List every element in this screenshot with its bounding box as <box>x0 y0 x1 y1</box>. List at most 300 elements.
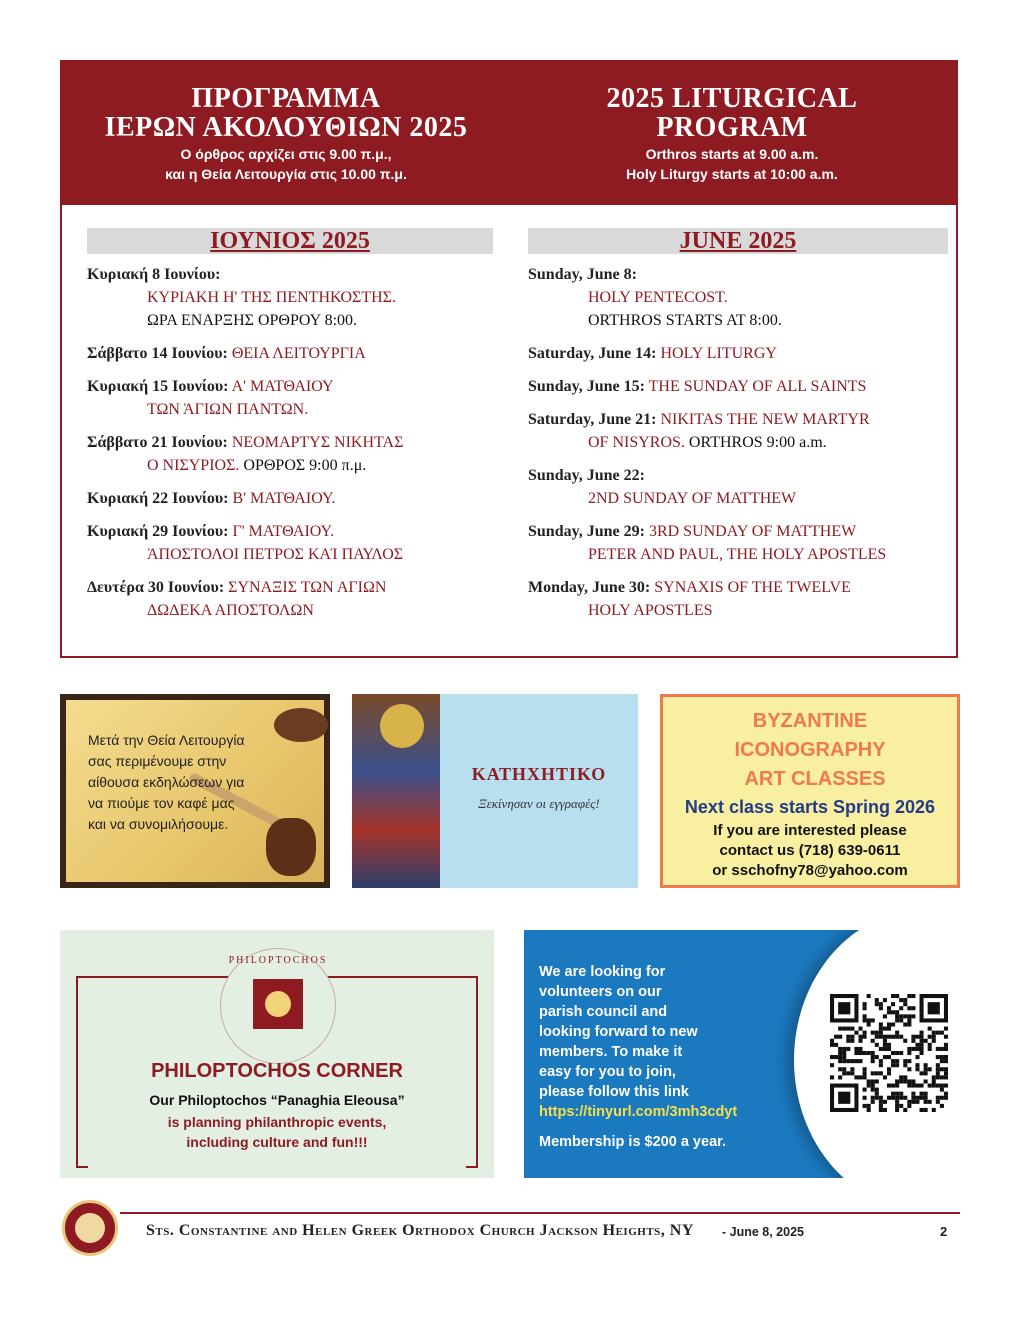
entry-first-line <box>528 520 948 543</box>
greek-title-line-1: ΠΡΟΓΡΑΜΜΑ <box>191 83 381 114</box>
coffee-invitation-text <box>88 730 288 835</box>
qr-module <box>887 1071 891 1075</box>
qr-module <box>903 1063 907 1067</box>
entry-first-line <box>87 431 497 454</box>
entry-service: HOLY PENTECOST. <box>588 289 728 306</box>
entry-date: Sunday, June 8: <box>528 266 637 283</box>
english-schedule <box>528 263 948 632</box>
entry-date: Sunday, June 22: <box>528 467 645 484</box>
qr-module <box>838 1035 842 1039</box>
qr-module <box>891 1084 895 1088</box>
qr-module <box>867 1084 871 1088</box>
qr-module <box>944 1055 948 1059</box>
schedule-entry <box>528 576 948 622</box>
qr-module <box>899 1079 903 1083</box>
qr-module <box>838 1055 842 1059</box>
qr-module <box>911 1014 915 1018</box>
entry-service: SYNAXIS OF THE TWELVE <box>654 579 851 596</box>
qr-module <box>850 1067 854 1071</box>
greek-title-line-2: ΙΕΡΩΝ ΑΚΟΛΟΥΘΙΩΝ 2025 <box>104 112 468 143</box>
schedule-entry <box>528 408 948 454</box>
qr-module <box>891 1059 895 1063</box>
qr-module <box>838 1002 850 1014</box>
qr-module <box>911 1084 915 1088</box>
qr-module <box>858 1051 862 1055</box>
entry-service: PETER AND PAUL, THE HOLY APOSTLES <box>588 546 887 563</box>
english-title-line-1: 2025 LITURGICAL <box>606 83 858 114</box>
iconography-title-line: BYZANTINE <box>752 710 868 732</box>
qr-module <box>899 1051 903 1055</box>
qr-module <box>936 1031 940 1035</box>
entry-service: ΤΩΝ ΆΓΙΩΝ ΠΑΝΤΩΝ. <box>147 401 309 418</box>
qr-module <box>830 1043 834 1047</box>
qr-module <box>891 1063 895 1067</box>
qr-module <box>863 1014 867 1018</box>
schedule-entry <box>528 263 948 332</box>
qr-module <box>911 1096 915 1100</box>
qr-module <box>875 1043 879 1047</box>
qr-module <box>928 1084 932 1088</box>
entry-date: Monday, June 30: <box>528 579 651 596</box>
qr-module <box>911 1006 915 1010</box>
qr-module <box>920 1035 924 1039</box>
entry-second-line <box>87 599 497 622</box>
english-title-line-2: PROGRAM <box>656 112 808 143</box>
signup-link[interactable]: https://tinyurl.com/3mh3cdyt <box>539 1104 738 1120</box>
qr-module <box>834 1035 838 1039</box>
qr-module <box>936 1071 940 1075</box>
qr-module <box>846 1059 850 1063</box>
schedule-entry <box>528 520 948 566</box>
qr-module <box>875 1079 879 1083</box>
catechism-box <box>352 694 638 888</box>
qr-module <box>879 1063 883 1067</box>
qr-module <box>940 1055 944 1059</box>
footer-rule <box>120 1212 960 1214</box>
qr-module <box>867 994 871 998</box>
qr-module <box>842 1071 846 1075</box>
qr-module <box>895 1063 899 1067</box>
qr-module <box>883 1043 887 1047</box>
qr-module <box>887 1027 891 1031</box>
qr-module <box>936 1100 940 1104</box>
qr-module <box>871 1039 875 1043</box>
volunteer-line: members. To make it <box>539 1044 683 1060</box>
qr-module <box>867 1079 871 1083</box>
entry-first-line <box>87 520 497 543</box>
qr-module <box>867 1022 871 1026</box>
qr-module <box>875 1035 879 1039</box>
qr-module <box>920 1031 924 1035</box>
qr-module <box>899 1035 903 1039</box>
entry-second-line <box>528 487 948 510</box>
church-seal-logo <box>62 1200 118 1256</box>
qr-module <box>899 1014 903 1018</box>
qr-module <box>863 1071 867 1075</box>
qr-module <box>863 1018 867 1022</box>
qr-module <box>907 1014 911 1018</box>
volunteer-box <box>524 930 960 1178</box>
qr-module <box>879 1002 883 1006</box>
qr-module <box>846 1047 850 1051</box>
qr-module <box>911 994 915 998</box>
qr-module <box>887 1035 891 1039</box>
bulletin-date: - June 8, 2025 <box>722 1225 804 1239</box>
qr-module <box>863 1031 867 1035</box>
qr-module <box>944 1027 948 1031</box>
qr-module <box>842 1055 846 1059</box>
philoptochos-line: including culture and fun!!! <box>186 1134 368 1150</box>
qr-module <box>895 1010 899 1014</box>
entry-service: Γ' ΜΑΤΘΑΙΟΥ. <box>232 523 335 540</box>
qr-module <box>879 1100 883 1104</box>
next-class-notice: Next class starts Spring 2026 <box>684 797 936 817</box>
qr-module <box>911 1079 915 1083</box>
qr-module <box>871 1084 875 1088</box>
entry-second-line <box>528 599 948 622</box>
qr-module <box>915 1063 919 1067</box>
entry-first-line <box>528 375 948 398</box>
entry-second-line <box>528 431 948 454</box>
qr-module <box>883 998 887 1002</box>
qr-module <box>891 994 895 998</box>
qr-module <box>883 1100 887 1104</box>
qr-module <box>854 1031 858 1035</box>
qr-module <box>891 1092 895 1096</box>
qr-module <box>867 1108 871 1112</box>
qr-module <box>907 1100 911 1104</box>
entry-first-line <box>87 487 497 510</box>
entry-date: Δευτέρα 30 Ιουνίου: <box>87 579 225 596</box>
qr-module <box>895 1092 899 1096</box>
entry-service: Ο ΝΙΣΥΡΙΟΣ. <box>147 457 240 474</box>
contact-line: contact us (718) 639-0611 <box>719 842 901 859</box>
qr-module <box>871 1079 875 1083</box>
entry-date: Κυριακή 29 Ιουνίου: <box>87 523 229 540</box>
entry-service: HOLY APOSTLES <box>588 602 713 619</box>
qr-module <box>915 1067 919 1071</box>
entry-first-line <box>528 263 948 286</box>
qr-module <box>899 1075 903 1079</box>
qr-module <box>899 1092 903 1096</box>
qr-module <box>907 1006 911 1010</box>
schedule-entry <box>528 464 948 510</box>
qr-module <box>830 1039 834 1043</box>
qr-module <box>875 998 879 1002</box>
qr-module <box>907 1018 911 1022</box>
qr-module <box>895 1104 899 1108</box>
qr-module <box>838 1051 842 1055</box>
qr-module <box>928 1043 932 1047</box>
qr-module <box>883 1108 887 1112</box>
qr-module <box>944 1043 948 1047</box>
philoptochos-events <box>60 1112 494 1152</box>
qr-module <box>936 1075 940 1079</box>
qr-module <box>842 1059 846 1063</box>
qr-module <box>928 1002 940 1014</box>
qr-module <box>875 1092 879 1096</box>
cross-center <box>265 991 291 1017</box>
qr-module <box>940 1047 944 1051</box>
qr-module <box>891 1096 895 1100</box>
qr-module <box>940 1059 944 1063</box>
entry-date: Σάββατο 14 Ιουνίου: <box>87 345 228 362</box>
entry-second-line <box>87 543 497 566</box>
entry-service: 2ND SUNDAY OF MATTHEW <box>588 490 797 507</box>
philoptochos-line: is planning philanthropic events, <box>167 1114 387 1130</box>
qr-module <box>883 1027 887 1031</box>
qr-module <box>944 1084 948 1088</box>
entry-time: ΟΡΘΡΟΣ 9:00 π.μ. <box>239 457 367 474</box>
qr-module <box>920 1043 924 1047</box>
qr-module <box>895 1014 899 1018</box>
qr-module <box>842 1047 846 1051</box>
volunteer-line: looking forward to new <box>539 1024 698 1040</box>
qr-module <box>920 1084 924 1088</box>
qr-module <box>944 1059 948 1063</box>
entry-first-line <box>528 408 948 431</box>
qr-module <box>850 1039 854 1043</box>
qr-module <box>915 1043 919 1047</box>
philoptochos-box <box>60 930 494 1178</box>
qr-module <box>887 1010 891 1014</box>
qr-module <box>936 1063 940 1067</box>
qr-module <box>915 1096 919 1100</box>
entry-third-line: ΩΡΑ ΕΝΑΡΞΗΣ ΟΡΘΡΟΥ 8:00. <box>147 312 358 329</box>
iconography-title <box>663 707 957 794</box>
qr-module <box>891 1010 895 1014</box>
qr-module <box>915 1084 919 1088</box>
coffee-line: σας περιμένουμε στην <box>88 753 227 769</box>
entry-date: Σάββατο 21 Ιουνίου: <box>87 434 228 451</box>
qr-module <box>940 1088 944 1092</box>
volunteer-line: easy for you to join, <box>539 1064 676 1080</box>
coffee-line: Μετά την Θεία Λειτουργία <box>88 732 245 748</box>
qr-module <box>903 1039 907 1043</box>
qr-module <box>928 1100 932 1104</box>
qr-module <box>915 1035 919 1039</box>
qr-module <box>883 1075 887 1079</box>
qr-module <box>924 1067 928 1071</box>
catechism-title: ΚΑΤΗΧΗΤΙΚΟ <box>471 764 607 784</box>
entry-service: Β' ΜΑΤΘΑΙΟΥ. <box>232 490 336 507</box>
qr-module <box>903 1096 907 1100</box>
qr-module <box>854 1047 858 1051</box>
qr-module <box>879 1035 883 1039</box>
qr-module <box>944 1096 948 1100</box>
qr-module <box>846 1035 850 1039</box>
qr-module <box>863 1067 867 1071</box>
entry-first-line <box>87 576 497 599</box>
qr-module <box>932 1108 936 1112</box>
entry-date: Sunday, June 15: <box>528 378 645 395</box>
qr-module <box>867 1051 871 1055</box>
entry-second-line <box>87 286 497 309</box>
qr-module <box>850 1027 854 1031</box>
qr-module <box>871 1055 875 1059</box>
qr-module <box>858 1039 862 1043</box>
qr-module <box>838 1075 842 1079</box>
greek-header <box>62 84 510 184</box>
qr-module <box>858 1059 862 1063</box>
entry-service: ΘΕΙΑ ΛΕΙΤΟΥΡΓΙΑ <box>231 345 366 362</box>
qr-module <box>867 1018 871 1022</box>
qr-module <box>887 1043 891 1047</box>
philoptochos-title: PHILOPTOCHOS CORNER <box>151 1060 403 1082</box>
qr-module <box>871 1071 875 1075</box>
qr-module <box>838 1027 842 1031</box>
entry-service: ΝΕΟΜΑΡΤΥΣ ΝΙΚΗΤΑΣ <box>231 434 404 451</box>
qr-module <box>879 1096 883 1100</box>
qr-module <box>899 1104 903 1108</box>
qr-module <box>879 1047 883 1051</box>
qr-module <box>915 1055 919 1059</box>
qr-module <box>932 1084 936 1088</box>
qr-module <box>875 1031 879 1035</box>
qr-module <box>903 1079 907 1083</box>
qr-module <box>936 1055 940 1059</box>
entry-date: Saturday, June 14: <box>528 345 657 362</box>
entry-first-line <box>528 576 948 599</box>
program-header <box>62 62 958 205</box>
contact-email[interactable]: or sschofny78@yahoo.com <box>712 862 908 879</box>
qr-module <box>944 1075 948 1079</box>
qr-module <box>879 1006 883 1010</box>
schedule-entry <box>87 263 497 332</box>
qr-module <box>895 1100 899 1104</box>
qr-module <box>903 1002 907 1006</box>
qr-module <box>863 1096 867 1100</box>
english-header <box>510 84 954 184</box>
qr-module <box>887 1055 891 1059</box>
qr-module <box>838 1047 842 1051</box>
philoptochos-logo <box>220 948 336 1064</box>
entry-date: Κυριακή 15 Ιουνίου: <box>87 378 229 395</box>
qr-module <box>887 1096 891 1100</box>
schedule-entry <box>87 487 497 510</box>
coffee-line: να πιούμε τον καφέ μας <box>88 795 235 811</box>
schedule-entry <box>87 520 497 566</box>
qr-module <box>928 1035 932 1039</box>
qr-module <box>940 1067 944 1071</box>
qr-module <box>863 1002 867 1006</box>
english-subtitle-line-1: Orthros starts at 9.00 a.m. <box>645 146 819 162</box>
qr-module <box>903 1075 907 1079</box>
qr-module <box>858 1035 862 1039</box>
coffee-line: και να συνομιλήσουμε. <box>88 816 229 832</box>
qr-module <box>907 1022 911 1026</box>
qr-module <box>887 1084 891 1088</box>
qr-module <box>940 1031 944 1035</box>
qr-module <box>887 1047 891 1051</box>
schedule-entry <box>87 342 497 365</box>
qr-module <box>944 1035 948 1039</box>
qr-module <box>928 1027 932 1031</box>
qr-module <box>871 1059 875 1063</box>
entry-first-line <box>528 342 948 365</box>
qr-module <box>838 1059 842 1063</box>
qr-module <box>907 1067 911 1071</box>
qr-module <box>944 1071 948 1075</box>
qr-module <box>895 1018 899 1022</box>
qr-module <box>850 1059 854 1063</box>
qr-module <box>932 1035 936 1039</box>
qr-module <box>895 1059 899 1063</box>
qr-module <box>940 1104 944 1108</box>
qr-module <box>838 1067 842 1071</box>
qr-module <box>842 1067 846 1071</box>
qr-module <box>887 1022 891 1026</box>
frame-corner <box>76 1166 88 1168</box>
iconography-title-line: ICONOGRAPHY <box>734 739 886 761</box>
qr-module <box>887 1006 891 1010</box>
qr-module <box>879 1071 883 1075</box>
page-number: 2 <box>940 1224 948 1239</box>
qr-module <box>920 1039 924 1043</box>
qr-module <box>920 1047 924 1051</box>
qr-module <box>871 1100 875 1104</box>
qr-code-icon[interactable] <box>830 994 948 1112</box>
qr-module <box>871 1031 875 1035</box>
qr-module <box>858 1047 862 1051</box>
seal-center <box>75 1213 105 1243</box>
qr-module <box>834 1043 838 1047</box>
qr-module <box>907 994 911 998</box>
entry-date: Κυριακή 8 Ιουνίου: <box>87 266 221 283</box>
qr-module <box>846 1027 850 1031</box>
schedule-entry <box>87 375 497 421</box>
entry-first-line <box>87 263 497 286</box>
qr-module <box>863 1104 867 1108</box>
qr-module <box>940 1084 944 1088</box>
qr-module <box>891 1022 895 1026</box>
qr-module <box>895 1031 899 1035</box>
qr-module <box>871 1088 875 1092</box>
qr-module <box>879 1022 883 1026</box>
qr-module <box>932 1031 936 1035</box>
schedule-entry <box>87 576 497 622</box>
qr-module <box>871 1051 875 1055</box>
qr-module <box>924 1071 928 1075</box>
qr-module <box>883 1035 887 1039</box>
volunteer-text <box>539 962 779 1152</box>
entry-second-line <box>528 286 948 309</box>
qr-module <box>842 1051 846 1055</box>
entry-third-line: ORTHROS STARTS AT 8:00. <box>588 312 782 329</box>
membership-fee: Membership is $200 a year. <box>539 1134 726 1150</box>
qr-module <box>903 1014 907 1018</box>
qr-module <box>920 1071 924 1075</box>
greek-subtitle-line-1: Ο όρθρος αρχίζει στις 9.00 π.μ., <box>180 146 392 162</box>
qr-module <box>932 1039 936 1043</box>
qr-module <box>936 1067 940 1071</box>
qr-module <box>830 1055 834 1059</box>
greek-month-heading: ΙΟΥΝΙΟΣ 2025 <box>87 228 493 254</box>
qr-module <box>899 1018 903 1022</box>
qr-module <box>895 1035 899 1039</box>
qr-module <box>924 1108 928 1112</box>
qr-module <box>903 1022 907 1026</box>
contact-info <box>663 821 957 881</box>
church-name: Sts. Constantine and Helen Greek Orthodox Church Jackson Heights, NY <box>146 1222 694 1239</box>
frame-corner <box>466 1166 478 1168</box>
qr-module <box>858 1027 862 1031</box>
qr-module <box>875 1002 879 1006</box>
entry-first-line <box>528 464 948 487</box>
philoptochos-line: Our Philoptochos “Panaghia Eleousa” <box>149 1092 405 1108</box>
qr-module <box>863 1051 867 1055</box>
qr-module <box>891 1035 895 1039</box>
